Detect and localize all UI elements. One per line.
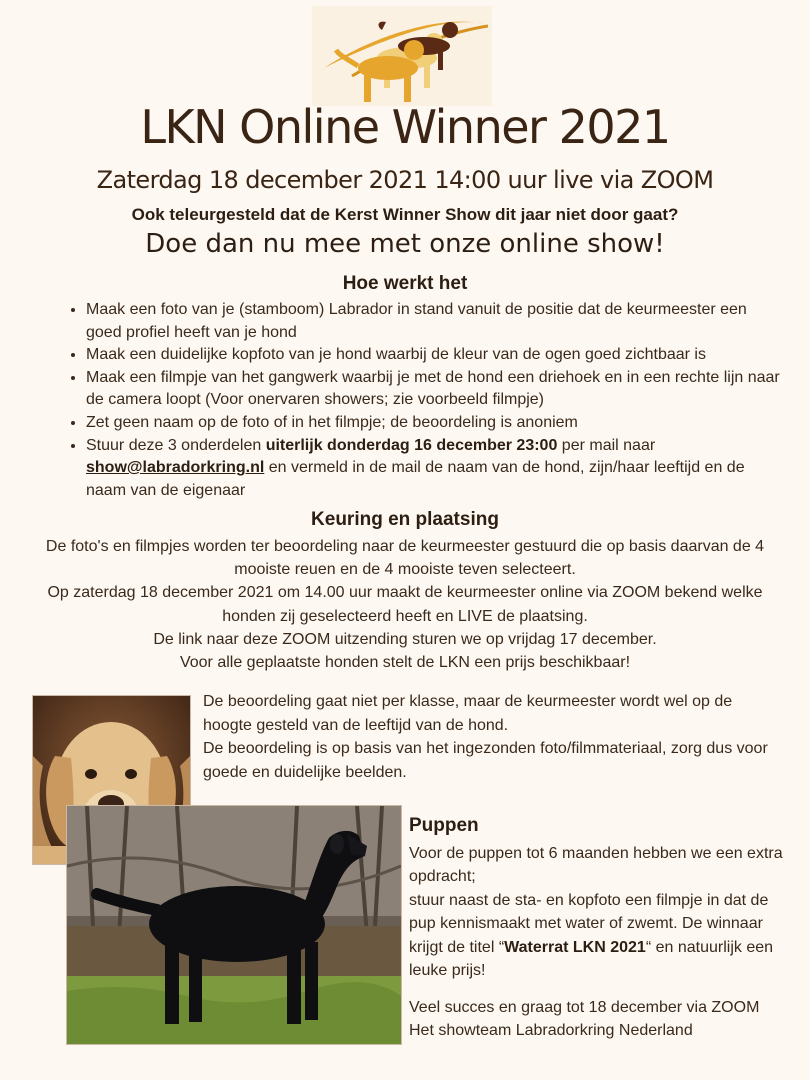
judging-line: De link naar deze ZOOM uitzending sturen we op vrijdag 17 december. xyxy=(153,630,657,648)
call-to-action: Doe dan nu mee met onze online show! xyxy=(145,229,665,259)
puppies-instruction: stuur naast de sta- en kopfoto een filmpje in dat de pup kennismaakt met water of zwemt. De winnaar krijgt de titel “ xyxy=(409,891,769,956)
judging-heading: Keuring en plaatsing xyxy=(311,509,499,530)
judging-line: De foto's en filmpjes worden ter beoordeling naar de keurmeester gestuurd die op basis daarvan de 4 mooiste reuen en de 4 mooiste teven selecteert. xyxy=(45,538,765,579)
list-item: • Maak een duidelijke kopfoto van je hond waarbij de kleur van de ogen goed zichtbaar is xyxy=(86,344,786,367)
deadline: uiterlijk donderdag 16 december 23:00 xyxy=(265,436,558,454)
assessment-text xyxy=(203,690,783,784)
puppies-text xyxy=(409,842,794,982)
list-item xyxy=(86,435,786,503)
event-date: Zaterdag 18 december 2021 14:00 uur live via ZOOM xyxy=(96,166,714,194)
black-labrador-standing-icon xyxy=(67,806,401,1044)
puppies-prize: “ en natuurlijk een leuke prijs! xyxy=(409,938,774,980)
how-it-works-heading: Hoe werkt het xyxy=(342,273,468,294)
labrador-logo-icon xyxy=(312,6,492,106)
signoff-line: Veel succes en graag tot 18 december via ZOOM xyxy=(409,999,760,1016)
send-instruction-suffix: en vermeld in de mail de naam van de hond, zijn/haar leeftijd en de naam van de eigenaar xyxy=(86,459,745,499)
signoff xyxy=(409,996,799,1043)
puppies-heading: Puppen xyxy=(409,815,479,836)
list-item: • Zet geen naam op de foto of in het filmpje; de beoordeling is anoniem xyxy=(86,412,786,435)
page-title: LKN Online Winner 2021 xyxy=(140,100,670,154)
labradorkring-logo xyxy=(312,6,492,106)
judging-text xyxy=(30,535,780,674)
puppies-line xyxy=(409,889,794,983)
assessment-line: De beoordeling gaat niet per klasse, maar de keurmeester wordt wel op de hoogte gesteld van de leeftijd van de hond. xyxy=(203,693,733,734)
black-labrador-photo xyxy=(66,805,402,1045)
judging-line: Op zaterdag 18 december 2021 om 14.00 uur maakt de keurmeester online via ZOOM bekend welke honden zij geselecteerd heeft en LIVE de plaatsing. xyxy=(47,584,763,625)
send-instruction-middle: per mail naar xyxy=(557,436,656,454)
send-instruction: Stuur deze 3 onderdelen xyxy=(86,436,266,454)
waterrat-title: Waterrat LKN 2021 xyxy=(504,938,646,956)
list-item: • Maak een filmpje van het gangwerk waarbij je met de hond een driehoek en in een rechte lijn naar de camera loopt (Voor onervaren showers; zie voorbeeld filmpje) xyxy=(86,367,786,412)
steps-list xyxy=(62,299,786,502)
list-item: • Maak een foto van je (stamboom) Labrador in stand vanuit de positie dat de keurmeester een goed profiel heeft van je hond xyxy=(86,299,786,344)
judging-line: Voor alle geplaatste honden stelt de LKN een prijs beschikbaar! xyxy=(179,654,631,672)
puppies-line: Voor de puppen tot 6 maanden hebben we een extra opdracht; xyxy=(409,845,783,886)
email-link[interactable]: show@labradorkring.nl xyxy=(86,459,265,477)
assessment-line: De beoordeling is op basis van het ingezonden foto/filmmateriaal, zorg dus voor goede en duidelijke beelden. xyxy=(203,740,768,781)
signoff-line: Het showteam Labradorkring Nederland xyxy=(409,1022,693,1040)
intro-question: Ook teleurgesteld dat de Kerst Winner Show dit jaar niet door gaat? xyxy=(131,205,679,224)
